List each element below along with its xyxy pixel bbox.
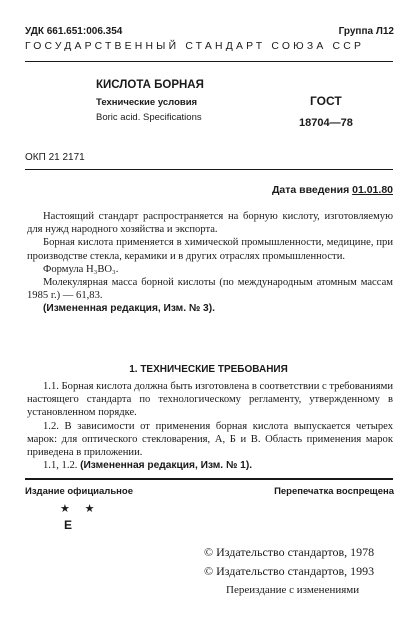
group-code: Группа Л12 xyxy=(338,26,394,37)
clause-1-1: 1.1. Борная кислота должна быть изготовлена в соответствии с требованиями настоящего стандарта по технологическому регламенту, утвержденному в установленном порядке. xyxy=(27,381,393,419)
intro-amendment: (Измененная редакция, Изм. № 3). xyxy=(43,303,215,315)
footer-divider xyxy=(25,478,393,480)
udk-code: УДК 661.651:006.354 xyxy=(25,26,123,37)
amendment-text: (Измененная редакция, Изм. № 1). xyxy=(80,460,253,472)
section-1-body xyxy=(27,380,393,472)
intro-paragraph-3: Молекулярная масса борной кислоты (по международным атомным массам 1985 г.) — 61,83. xyxy=(27,277,393,302)
formula-value: H₃BO₃. xyxy=(85,263,119,275)
effective-date xyxy=(272,184,393,196)
effective-date-value: 01.01.80 xyxy=(352,184,393,196)
intro-section xyxy=(27,210,393,316)
copyright-1978: © Издательство стандартов, 1978 xyxy=(204,545,375,559)
stars-mark: ★ ★ xyxy=(60,503,101,515)
okp-code: ОКП 21 2171 xyxy=(25,152,85,163)
gost-label: ГОСТ xyxy=(310,94,342,108)
gost-number: 18704—78 xyxy=(299,117,353,129)
section-heading: 1. ТЕХНИЧЕСКИЕ ТРЕБОВАНИЯ xyxy=(129,364,288,375)
reissue-note: Переиздание с изменениями xyxy=(226,584,360,596)
header-divider xyxy=(25,61,393,62)
reprint-notice: Перепечатка воспрещена xyxy=(274,486,394,497)
formula-label: Формула xyxy=(43,263,84,275)
effective-date-label: Дата введения xyxy=(271,184,350,196)
amendment-clauses: 1.1, 1.2. xyxy=(43,460,78,472)
intro-paragraph-1: Настоящий стандарт распространяется на борную кислоту, изготовляемую для нужд народного хозяйства и экспорта. xyxy=(27,211,393,236)
subtitle-ru: Технические условия xyxy=(96,97,198,108)
intro-paragraph-2: Борная кислота применяется в химической промышленности, медицине, при производстве стекла, керамики и в других отраслях промышленности. xyxy=(27,237,393,262)
copyright-1993: © Издательство стандартов, 1993 xyxy=(204,564,375,578)
official-edition: Издание официальное xyxy=(25,486,133,497)
organization-title: ГОСУДАРСТВЕННЫЙ СТАНДАРТ СОЮЗА ССР xyxy=(25,41,365,52)
subtitle-en: Boric acid. Specifications xyxy=(96,112,202,123)
formula-line xyxy=(27,263,393,276)
section-amendment xyxy=(27,459,393,472)
clause-1-2: 1.2. В зависимости от применения борная кислота выпускается четырех марок: для оптического стекловарения, А, Б и В. Область применения марок приведена в приложении. xyxy=(27,420,393,459)
document-title: КИСЛОТА БОРНАЯ xyxy=(96,79,204,91)
okp-divider xyxy=(25,169,393,170)
edition-letter: E xyxy=(64,518,73,532)
